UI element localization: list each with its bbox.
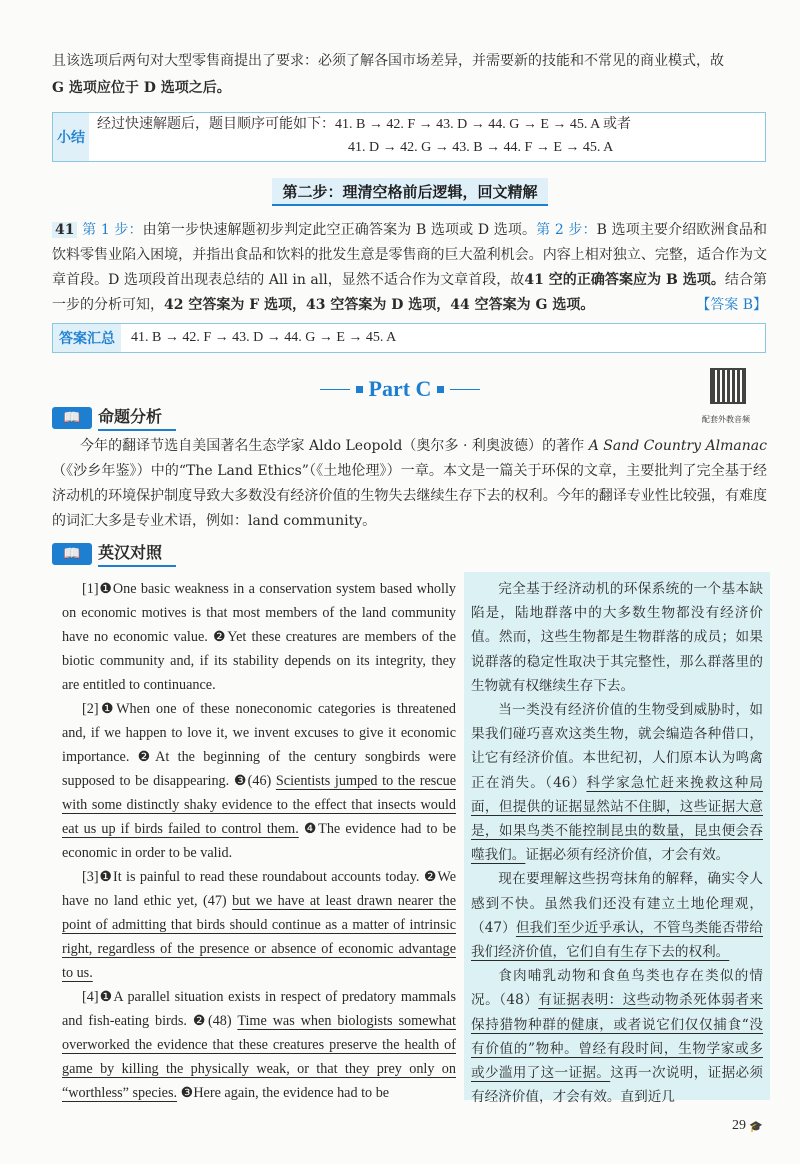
zh-text: 食肉哺乳动物和食鱼鸟类也存在类似的情况。（48） xyxy=(471,968,763,1009)
en-text: [2]❶When one of these noneconomic categories is threatened and, if we happen to love it, we invent excuses to give it economic importance. ❷At the beginning of the century songbirds were supposed to be disappearing. ❸(46) xyxy=(62,701,456,789)
zh-underlined-47: 但我们至少近乎承认，不管鸟类能否带给我们经济价值，它们自有生存下去的权利。 xyxy=(471,919,763,961)
zh-text: 现在要理解这些拐弯抹角的解释，确实令人感到不快。虽然我们还没有建立土地伦理观，（47） xyxy=(471,871,763,936)
en-paragraph-3 xyxy=(62,865,456,985)
page-number: 29 xyxy=(732,1118,746,1133)
zh-underlined-48: 有证据表明：这些动物杀死体弱者来保持猎物种群的健康，或者说它们仅仅捕食“没有价值的”物种。曾经有段时间，生物学家或多或少滥用了这一证据。 xyxy=(471,992,763,1082)
qr-caption: 配套外教音频 xyxy=(702,415,750,424)
other-answers: 42 空答案为 F 选项，43 空答案为 D 选项，44 空答案为 G 选项。 xyxy=(164,297,595,313)
english-text xyxy=(62,577,456,1105)
en-underlined-46: Scientists jumped to the rescue with some distinctly shaky evidence to the effect that insects would eat us up if birds failed to control them. xyxy=(62,773,456,837)
answer-summary-tag: 答案汇总 xyxy=(53,324,121,352)
summary-intro: 经过快速解题后，题目顺序可能如下： xyxy=(97,116,335,132)
en-text: [4]❶A parallel situation exists in respect of predatory mammals and fish-eating birds. ❷(48) xyxy=(62,989,456,1029)
page-footer xyxy=(732,1118,763,1134)
en-text: ❹The evidence had to be economic in order to be valid. xyxy=(62,821,456,861)
analysis-heading xyxy=(52,404,176,431)
bilingual-heading-text: 英汉对照 xyxy=(98,540,176,567)
combine-text: 结合第一步的分析可知， xyxy=(52,272,768,313)
intro-text xyxy=(52,48,767,102)
part-title: Part C xyxy=(368,376,432,401)
summary-box xyxy=(52,112,766,162)
analysis-text-2: （《沙乡年鉴》）中的“The Land Ethics”（《土地伦理》）一章。本文是一篇关于环保的文章，主要批判了完全基于经济动机的环境保护制度导致大多数没有经济价值的生物失去继续生存下去的权利。今年的翻译专业性比较强，有难度的词汇大多是专业术语，例如：land community。 xyxy=(52,463,767,529)
step2-text: B 选项主要介绍欧洲食品和饮料零售业陷入困境，并指出食品和饮料的批发生意是零售商的巨大盈利机会。内容上相对独立、完整，适合作为文章首段。D 选项段首出现表总结的 All in all，显然不适合作为文章首段，故 xyxy=(52,222,768,288)
book-title: A Sand Country Almanac xyxy=(588,438,767,454)
book-icon: 📖 xyxy=(52,407,92,429)
zh-paragraph-1: 完全基于经济动机的环保系统的一个基本缺陷是，陆地群落中的大多数生物都没有经济价值。然而，这些生物都是生物群落的成员；如果说群落的稳定性取决于其完整性，那么群落里的生物就有权继续生存下去。 xyxy=(471,581,763,694)
step2-heading: 第二步：理清空格前后逻辑，回文精解 xyxy=(272,178,548,206)
intro-line-1: 且该选项后两句对大型零售商提出了要求：必须了解各国市场差异，并需要新的技能和不常见的商业模式，故 xyxy=(52,53,724,69)
bilingual-heading xyxy=(52,540,176,567)
question-number: 41 xyxy=(52,222,77,238)
analysis-heading-text: 命题分析 xyxy=(98,404,176,431)
en-text: [3]❶It is painful to read these roundabout accounts today. ❷We have no land ethic yet, (47) xyxy=(62,869,456,909)
analysis-text-1: 今年的翻译节选自美国著名生态学家 Aldo Leopold（奥尔多 · 利奥波德）的著作 xyxy=(80,438,589,454)
chinese-translation-panel xyxy=(464,572,770,1106)
en-underlined-48: Time was when biologists somewhat overworked the evidence that these creatures preserve the health of game by killing the physically weak, or that they prey only on “worthless” species. xyxy=(62,1013,456,1101)
summary-order-2: 41. D → 42. G → 43. B → 44. F → E → 45. A xyxy=(348,140,614,155)
step1-text: 由第一步快速解题初步判定此空正确答案为 B 选项或 D 选项。 xyxy=(142,222,537,238)
answer-badge: 【答案 B】 xyxy=(696,297,767,313)
q41-conclusion: 41 空的正确答案应为 B 选项。 xyxy=(524,272,725,288)
en-paragraph-2 xyxy=(62,697,456,865)
zh-text: 这再一次说明，证据必须有经济价值，才会有效。直到近几 xyxy=(471,1065,763,1106)
step2-label: 第 2 步： xyxy=(536,222,597,238)
summary-order-1: 41. B → 42. F → 43. D → 44. G → E → 45. A 或者 xyxy=(335,117,631,132)
zh-paragraph-2 xyxy=(471,698,763,867)
zh-paragraph-4 xyxy=(471,964,763,1109)
zh-text: 证据必须有经济价值，才会有效。 xyxy=(525,847,730,864)
en-underlined-47: but we have at least drawn nearer the point of admitting that birds should continue as a matter of intrinsic right, regardless of the presence or absence of economic advantage to us. xyxy=(62,893,457,981)
zh-underlined-46: 科学家急忙赶来挽救这种局面，但提供的证据显然站不住脚，这些证据大意是，如果鸟类不能控制昆虫的数量，昆虫便会吞噬我们。 xyxy=(471,774,764,864)
qr-code[interactable] xyxy=(712,370,744,402)
analysis-paragraph xyxy=(52,434,767,534)
en-paragraph-1: [1]❶One basic weakness in a conservation system based wholly on economic motives is that most members of the land community have no economic value. ❷Yet these creatures are members of the biotic community and, if its stability depends on its integrity, they are entitled to continuance. xyxy=(62,581,456,693)
en-paragraph-4 xyxy=(62,985,456,1105)
square-icon xyxy=(356,386,363,393)
divider-right xyxy=(450,389,480,390)
q41-explanation xyxy=(52,218,767,318)
answer-summary-box xyxy=(52,323,766,353)
intro-line-2: G 选项应位于 D 选项之后。 xyxy=(52,80,231,96)
divider-left xyxy=(320,389,350,390)
en-text: ❸Here again, the evidence had to be xyxy=(177,1085,390,1101)
step1-label: 第 1 步： xyxy=(82,222,143,238)
zh-text: 当一类没有经济价值的生物受到威胁时，如果我们碰巧喜欢这类生物，就会编造各种借口，让它有经济价值。本世纪初，人们原本认为鸣禽正在消失。（46） xyxy=(471,702,763,791)
part-c-heading xyxy=(310,376,490,402)
summary-tag: 小结 xyxy=(53,113,89,161)
zh-paragraph-3 xyxy=(471,867,763,964)
book-icon: 📖 xyxy=(52,543,92,565)
graduation-cap-icon: 🎓 xyxy=(749,1120,763,1133)
answer-summary-text: 41. B → 42. F → 43. D → 44. G → E → 45. A xyxy=(131,330,397,345)
square-icon xyxy=(437,386,444,393)
